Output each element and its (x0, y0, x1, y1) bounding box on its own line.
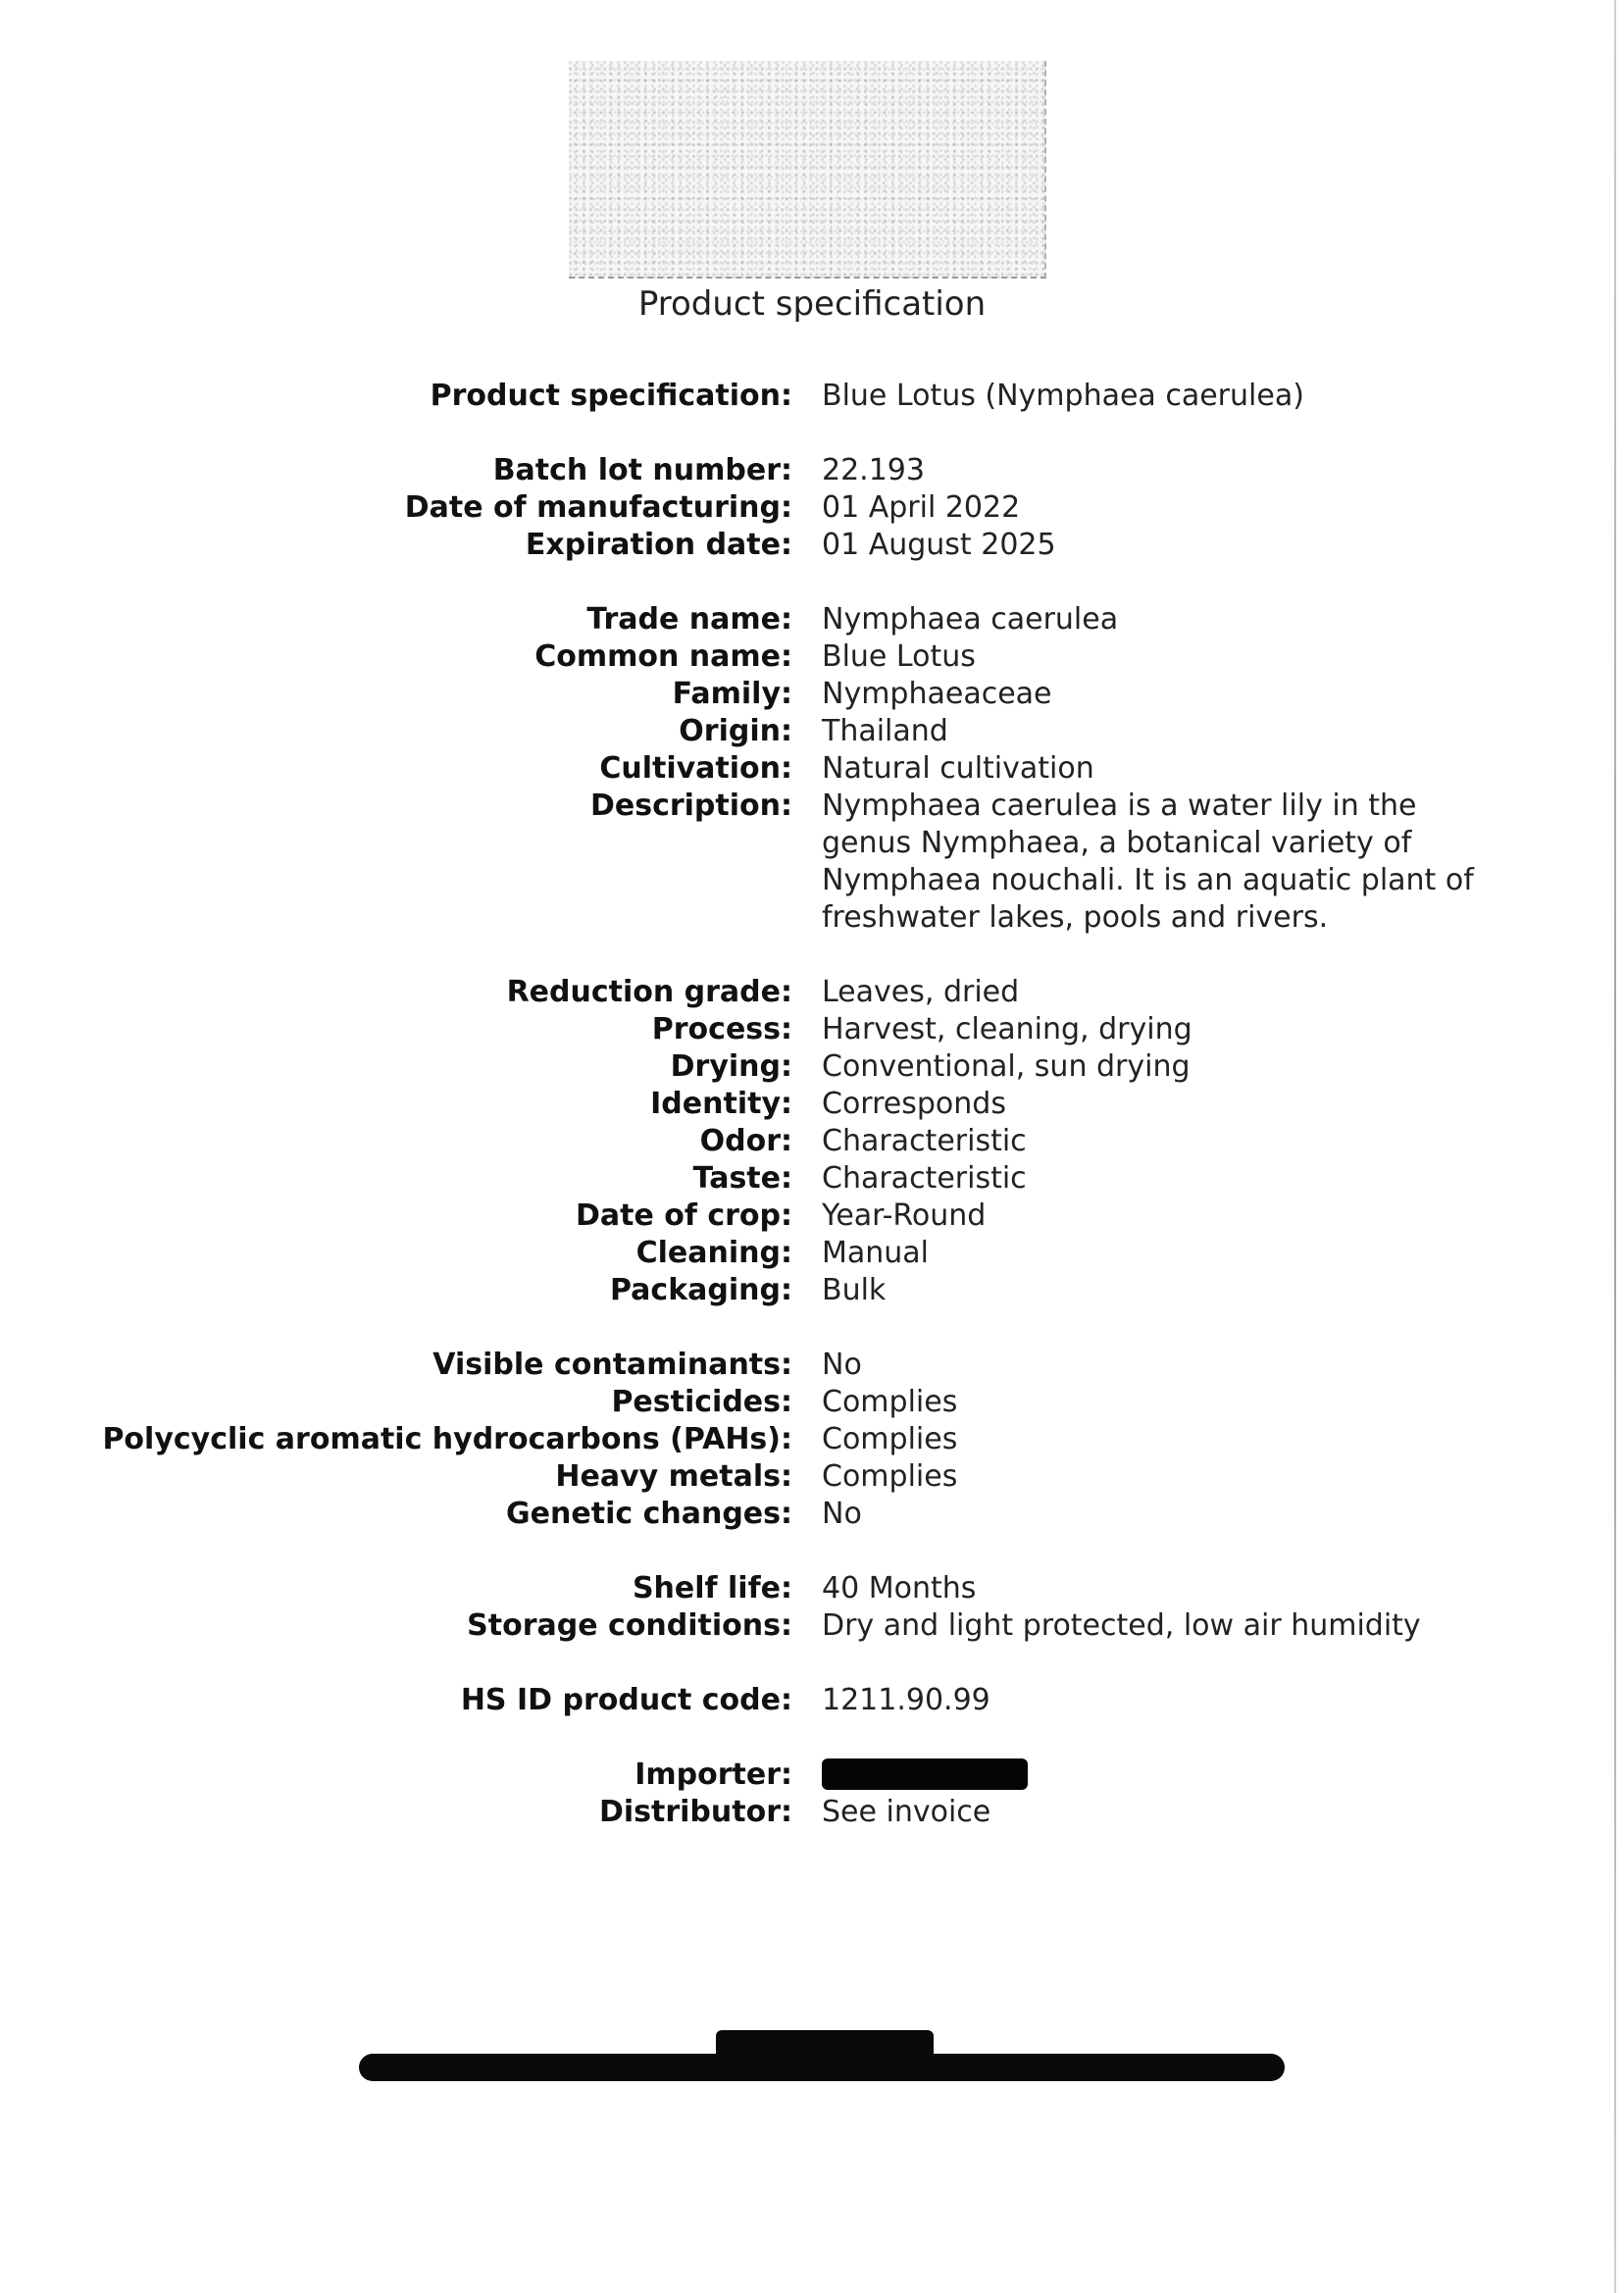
spec-row-pahs (0, 1421, 1624, 1458)
spec-value: Manual (822, 1236, 930, 1270)
spec-label: Shelf life: (632, 1571, 792, 1605)
spec-label: Distributor: (598, 1795, 792, 1829)
spec-row-genetic-changes (0, 1496, 1624, 1533)
spec-row-date-of-manufacturing (0, 489, 1624, 527)
spec-row-expiration-date (0, 527, 1624, 564)
spec-row-family (0, 676, 1624, 713)
spec-label: Heavy metals: (555, 1459, 792, 1494)
spec-label: Drying: (670, 1049, 792, 1084)
spec-row-hs-id-product-code (0, 1682, 1624, 1719)
spec-value: Leaves, dried (822, 975, 1020, 1009)
spec-row-shelf-life (0, 1570, 1624, 1607)
spec-label: Batch lot number: (492, 453, 792, 487)
spacer (0, 415, 1624, 452)
spacer (0, 1309, 1624, 1347)
spacer (0, 937, 1624, 974)
specification-table (0, 378, 1624, 1831)
spec-row-drying (0, 1048, 1624, 1086)
spec-label: Date of crop: (575, 1198, 792, 1233)
spec-label: Packaging: (610, 1273, 792, 1307)
spec-value: Blue Lotus (Nymphaea caerulea) (822, 379, 1304, 413)
spec-row-origin (0, 713, 1624, 750)
spec-value: Characteristic (822, 1161, 1027, 1196)
redaction-bar (822, 1758, 1028, 1790)
spec-label: Reduction grade: (506, 975, 792, 1009)
spec-row-description (0, 788, 1624, 937)
spec-row-process (0, 1011, 1624, 1048)
footer-redaction-bar (359, 2054, 1285, 2081)
scan-edge-line (1614, 0, 1616, 2293)
spec-value: Harvest, cleaning, drying (822, 1012, 1193, 1046)
spec-value: Corresponds (822, 1087, 1006, 1121)
spec-label: Trade name: (586, 602, 792, 637)
spec-label: Taste: (692, 1161, 792, 1196)
spec-label: Pesticides: (611, 1385, 792, 1419)
spec-value: Nymphaea caerulea (822, 602, 1119, 637)
spec-row-reduction-grade (0, 974, 1624, 1011)
spec-row-pesticides (0, 1384, 1624, 1421)
spec-label: Product specification: (430, 379, 792, 413)
spec-value: 1211.90.99 (822, 1683, 990, 1717)
spec-value: Nymphaeaceae (822, 677, 1052, 711)
spec-row-taste (0, 1160, 1624, 1197)
spec-label: Expiration date: (525, 528, 792, 562)
spec-label: Origin: (679, 714, 792, 748)
spec-label: Identity: (650, 1087, 792, 1121)
spec-label: Polycyclic aromatic hydrocarbons (PAHs): (102, 1422, 792, 1456)
spec-value: 40 Months (822, 1571, 977, 1605)
spec-row-importer (0, 1757, 1624, 1794)
spacer (0, 1645, 1624, 1682)
spec-row-visible-contaminants (0, 1347, 1624, 1384)
logo-image (569, 61, 1046, 279)
spec-row-common-name (0, 638, 1624, 676)
spec-value: No (822, 1497, 862, 1531)
spacer (0, 564, 1624, 601)
spec-row-cultivation (0, 750, 1624, 788)
spec-value (822, 1757, 1489, 1794)
spec-row-heavy-metals (0, 1458, 1624, 1496)
document-title: Product specification (637, 284, 987, 324)
spec-value: 01 April 2022 (822, 490, 1021, 525)
spec-row-date-of-crop (0, 1197, 1624, 1235)
spec-label: Common name: (534, 639, 792, 674)
spec-row-distributor (0, 1794, 1624, 1831)
spec-label: Process: (651, 1012, 792, 1046)
spec-label: Family: (672, 677, 792, 711)
spec-value: No (822, 1348, 862, 1382)
spec-value: See invoice (822, 1795, 991, 1829)
spec-label: Date of manufacturing: (404, 490, 792, 525)
spec-row-storage-conditions (0, 1607, 1624, 1645)
spec-row-odor (0, 1123, 1624, 1160)
spec-value: Conventional, sun drying (822, 1049, 1191, 1084)
spec-label: Odor: (699, 1124, 792, 1158)
spec-row-trade-name (0, 601, 1624, 638)
spec-value: Blue Lotus (822, 639, 976, 674)
spec-label: HS ID product code: (460, 1683, 792, 1717)
spec-label: Cleaning: (635, 1236, 792, 1270)
spec-value: 22.193 (822, 453, 925, 487)
spec-value: Complies (822, 1422, 958, 1456)
spec-value: Complies (822, 1459, 958, 1494)
spacer (0, 1533, 1624, 1570)
spacer (0, 1719, 1624, 1757)
spec-value: Natural cultivation (822, 751, 1094, 786)
spec-value: Bulk (822, 1273, 887, 1307)
spec-value: Characteristic (822, 1124, 1027, 1158)
spec-value: 01 August 2025 (822, 528, 1056, 562)
spec-value: Complies (822, 1385, 958, 1419)
spec-row-packaging (0, 1272, 1624, 1309)
spec-label: Description: (589, 789, 792, 823)
spec-label: Cultivation: (599, 751, 792, 786)
spec-label: Storage conditions: (467, 1608, 792, 1643)
spec-value: Thailand (822, 714, 948, 748)
spec-value: Year-Round (822, 1198, 987, 1233)
spec-row-product-specification (0, 378, 1624, 415)
spec-label: Visible contaminants: (432, 1348, 792, 1382)
spec-label: Genetic changes: (506, 1497, 792, 1531)
spec-value: Nymphaea caerulea is a water lily in the genus Nymphaea, a botanical variety of Nymphaea nouchali. It is an aquatic plant of freshwater lakes, pools and rivers. (822, 789, 1474, 935)
spec-row-cleaning (0, 1235, 1624, 1272)
spec-row-identity (0, 1086, 1624, 1123)
spec-row-batch-lot-number (0, 452, 1624, 489)
spec-label: Importer: (634, 1758, 792, 1792)
spec-value: Dry and light protected, low air humidity (822, 1608, 1421, 1643)
